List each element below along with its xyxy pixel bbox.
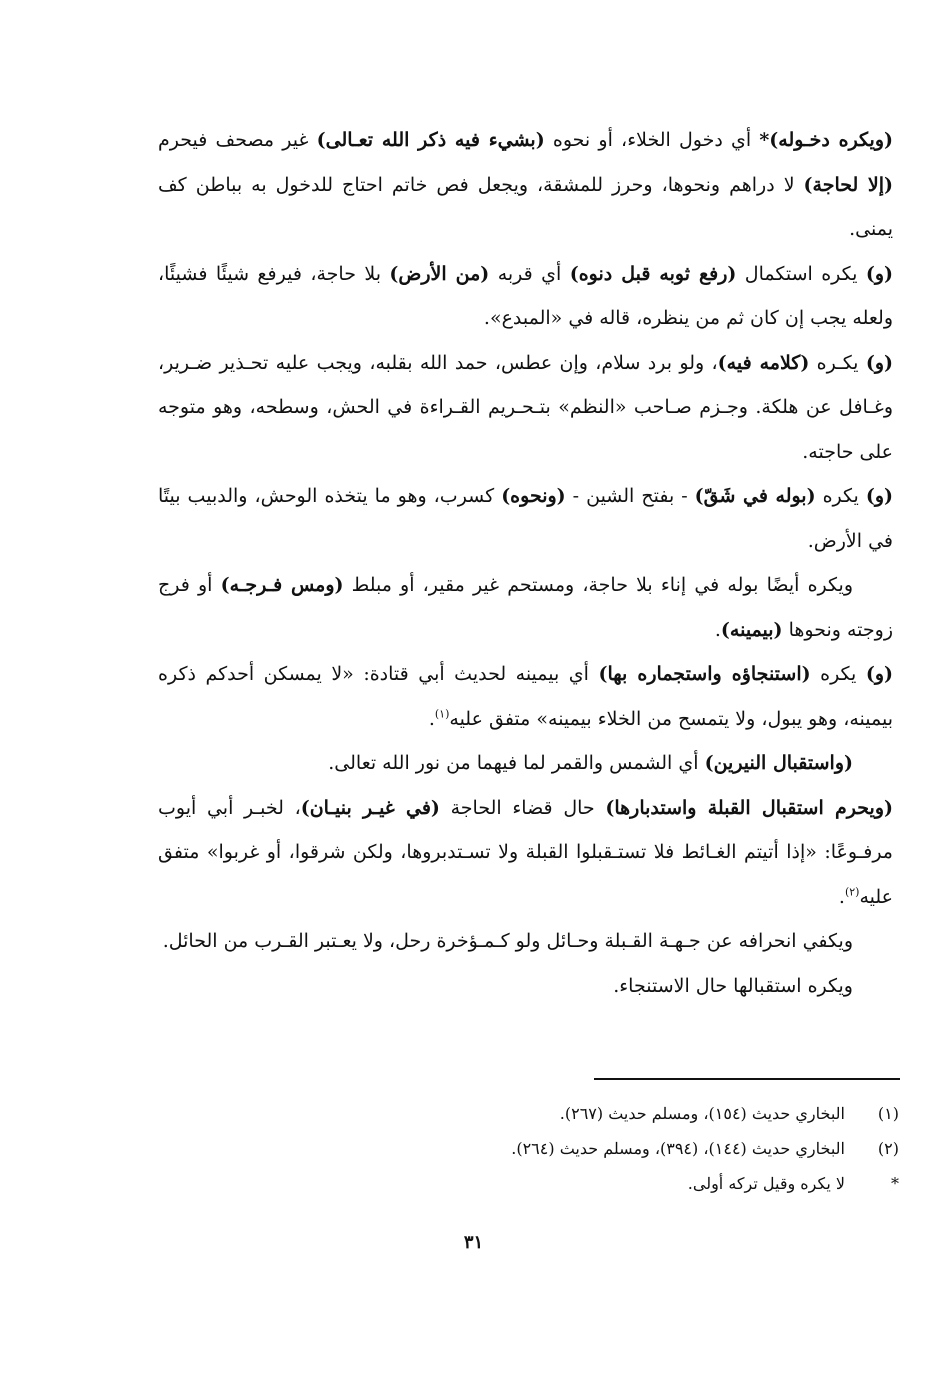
- footnote-text: البخاري حديث (١٥٤)، ومسلم حديث (٢٦٧).: [559, 1104, 845, 1123]
- commentary-text: غير مصحف فيحرم: [158, 129, 317, 151]
- bold-matn-text: (بشيء فيه ذكر الله تعـالى): [316, 129, 545, 151]
- bold-matn-text: (و): [865, 351, 893, 374]
- paragraph: [158, 563, 893, 652]
- footnote-mark: (١): [877, 1104, 899, 1123]
- commentary-text: حال قضاء الحاجة: [439, 796, 606, 819]
- footnote-mark: (٢): [877, 1139, 899, 1158]
- bold-matn-text: (و): [865, 262, 894, 285]
- commentary-text: لا دراهم ونحوها، وحرز للمشقة، ويجعل فص خاتم احتاج للدخول به بباطن كف يمنى.: [158, 173, 893, 240]
- footnote-reference: (١): [434, 707, 450, 721]
- bold-matn-text: (من الأرض): [389, 262, 490, 285]
- commentary-text: .: [714, 618, 721, 641]
- commentary-text: يكره: [815, 485, 866, 507]
- bold-matn-text: (في غيـر بنيـان): [300, 796, 440, 819]
- bold-matn-text: (كلامه فيه): [717, 351, 810, 374]
- commentary-text: أي الشمس والقمر لما فيهما من نور الله تعالى.: [328, 752, 705, 774]
- commentary-text: أي قربه: [489, 262, 570, 285]
- commentary-text: ويكره أيضًا بوله في إناء بلا حاجة، ومستحم غير مقير، أو مبلط: [343, 574, 853, 596]
- commentary-text: يكره استكمال: [736, 262, 866, 285]
- paragraph: [158, 741, 893, 786]
- bold-matn-text: (إلا لحاجة): [803, 173, 894, 196]
- paragraph: [158, 786, 893, 920]
- page-number: ٣١: [463, 1232, 484, 1253]
- bold-matn-text: (رفع ثوبه قبل دنوه): [569, 262, 737, 285]
- commentary-text: أي بيمينه لحديث أبي قتادة: «لا يمسكن أحدكم ذكره بيمينه، وهو يبول، ولا يتمسح من الخلاء بيمينه» متفق عليه: [158, 663, 893, 730]
- paragraph: [158, 919, 893, 964]
- paragraph: [158, 652, 893, 741]
- commentary-text: .: [838, 885, 845, 908]
- paragraph: [158, 474, 893, 563]
- commentary-text: يكـره: [809, 351, 866, 374]
- bold-matn-text: (و): [865, 485, 893, 507]
- commentary-text: ، ولو برد سلام، وإن عطس، حمد الله بقلبه، ويجب عليه تحـذير ضـرير، وغـافل عن هلكة. وجـزم صـاحب «النظم» بتـحـريم القـراءة في الحش، وسطحه، وهو متوجه على حاجته.: [158, 351, 893, 463]
- bold-matn-text: (بوله في شَقّ): [694, 485, 816, 507]
- footnote-mark: *: [891, 1174, 899, 1193]
- footnotes: [199, 1096, 899, 1201]
- commentary-text: أي دخول الخلاء، أو نحوه: [544, 129, 760, 151]
- commentary-text: يكره: [810, 663, 866, 685]
- bold-matn-text: (بيمينه): [720, 618, 783, 641]
- footnote: [199, 1131, 899, 1166]
- bold-matn-text: (واستقبال النيرين): [704, 752, 853, 774]
- bold-matn-text: (استنجاؤه واستجماره بها): [598, 663, 811, 685]
- commentary-text: بلا حاجة، فيرفع شيئًا فشيئًا، ولعله يجب إن كان ثم من ينظره، قاله في «المبدع».: [158, 262, 893, 329]
- paragraph: [158, 964, 893, 1009]
- footnote-separator: [594, 1078, 900, 1080]
- commentary-text: - بفتح الشين -: [565, 485, 695, 507]
- paragraph: [158, 252, 893, 341]
- bold-matn-text: (و): [865, 663, 894, 685]
- commentary-text: ويكره استقبالها حال الاستنجاء.: [613, 974, 853, 997]
- bold-matn-text: (ومس فـرجـه): [220, 574, 344, 596]
- commentary-text: ويكفي انحرافه عن جـهـة القـبلة وحـائل ولو كـمـؤخرة رحل، ولا يعـتبر القـرب من الحائل.: [162, 930, 853, 952]
- commentary-text: ، لخبـر أبي أيوب مرفـوعًا: «إذا أتيتم الغـائط فلا تستـقبلوا القبلة ولا تسـتدبروها، ولكن شرقوا، أو غربوا» متفق عليه: [158, 796, 893, 908]
- footnote-text: لا يكره وقيل تركه أولى.: [687, 1174, 845, 1193]
- footnote: [199, 1166, 899, 1201]
- footnote-text: البخاري حديث (١٤٤)، (٣٩٤)، ومسلم حديث (٢٦٤).: [511, 1139, 845, 1158]
- bold-matn-text: (ويكره دخـوله)*: [759, 129, 894, 151]
- paragraph: [158, 341, 893, 475]
- footnote: [199, 1096, 899, 1131]
- paragraph: [158, 118, 893, 252]
- bold-matn-text: (ونحوه): [501, 485, 566, 507]
- commentary-text: كسرب، وهو ما يتخذه الوحش، والدبيب بيتًا في الأرض.: [158, 485, 893, 552]
- main-text: [158, 118, 893, 1008]
- footnote-reference: (٢): [844, 885, 860, 899]
- commentary-text: أو فرج زوجته ونحوها: [158, 574, 893, 641]
- commentary-text: .: [428, 707, 435, 730]
- bold-matn-text: (ويحرم استقبال القبلة واستدبارها): [605, 796, 893, 819]
